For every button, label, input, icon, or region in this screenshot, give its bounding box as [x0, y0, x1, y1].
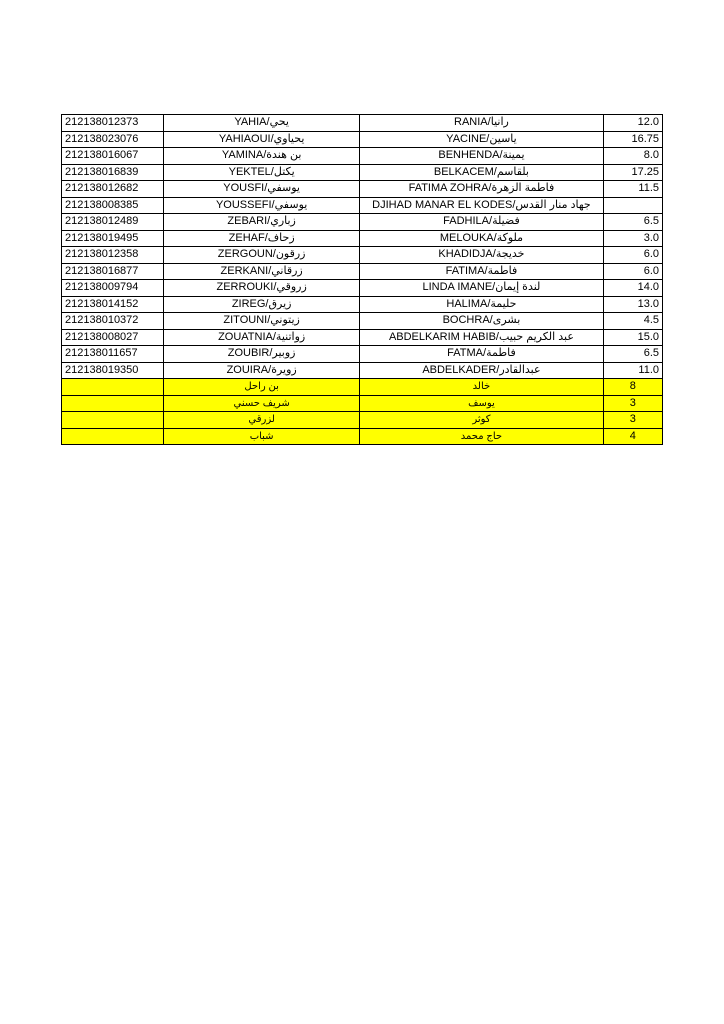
student-id-cell	[62, 428, 164, 445]
last-name-cell: شريف حسني	[163, 395, 359, 412]
first-name-cell: يوسف	[360, 395, 603, 412]
table-row	[62, 329, 663, 346]
first-name-cell: ABDELKADER/عبدالقادر	[360, 362, 603, 379]
last-name-cell: لزرقي	[163, 412, 359, 429]
table-row	[62, 164, 663, 181]
first-name-cell: FADHILA/فضيلة	[360, 214, 603, 231]
student-id-cell	[62, 395, 164, 412]
table-row	[62, 280, 663, 297]
first-name-cell: LINDA IMANE/لندة إيمان	[360, 280, 603, 297]
last-name-cell: شباب	[163, 428, 359, 445]
first-name-cell: BENHENDA/يمينة	[360, 148, 603, 165]
last-name-cell: ZIREG/زيرق	[163, 296, 359, 313]
student-id-cell: 212138019350	[62, 362, 164, 379]
table-row	[62, 214, 663, 231]
table-row	[62, 247, 663, 264]
student-id-cell	[62, 412, 164, 429]
student-id-cell: 212138012489	[62, 214, 164, 231]
table-row	[62, 230, 663, 247]
grade-cell: 6.5	[603, 346, 662, 363]
student-id-cell: 212138010372	[62, 313, 164, 330]
student-id-cell: 212138019495	[62, 230, 164, 247]
highlighted-row	[62, 428, 663, 445]
last-name-cell: بن راحل	[163, 379, 359, 396]
student-id-cell: 212138014152	[62, 296, 164, 313]
last-name-cell: YAHIA/يحي	[163, 115, 359, 132]
student-id-cell: 212138016839	[62, 164, 164, 181]
grades-table-body	[62, 115, 663, 445]
first-name-cell: HALIMA/حليمة	[360, 296, 603, 313]
table-row	[62, 346, 663, 363]
grade-cell	[603, 197, 662, 214]
student-id-cell: 212138011657	[62, 346, 164, 363]
grade-cell: 3	[603, 395, 662, 412]
first-name-cell: حاج محمد	[360, 428, 603, 445]
last-name-cell: ZERKANI/زرقاني	[163, 263, 359, 280]
student-id-cell: 212138016877	[62, 263, 164, 280]
highlighted-row	[62, 395, 663, 412]
grade-cell: 14.0	[603, 280, 662, 297]
first-name-cell: FATIMA/فاطمة	[360, 263, 603, 280]
last-name-cell: ZEHAF/زحاف	[163, 230, 359, 247]
first-name-cell: RANIA/رانيا	[360, 115, 603, 132]
last-name-cell: ZOUIRA/زويرة	[163, 362, 359, 379]
highlighted-row	[62, 379, 663, 396]
table-row	[62, 197, 663, 214]
grade-cell: 3	[603, 412, 662, 429]
grade-cell: 11.0	[603, 362, 662, 379]
first-name-cell: KHADIDJA/خديجة	[360, 247, 603, 264]
grade-cell: 16.75	[603, 131, 662, 148]
last-name-cell: ZEBARI/زباري	[163, 214, 359, 231]
first-name-cell: BELKACEM/بلقاسم	[360, 164, 603, 181]
first-name-cell: كوثر	[360, 412, 603, 429]
student-grades-table	[61, 114, 663, 445]
grade-cell: 6.0	[603, 247, 662, 264]
first-name-cell: DJIHAD MANAR EL KODES/جهاد منار القدس	[360, 197, 603, 214]
first-name-cell: MELOUKA/ملوكة	[360, 230, 603, 247]
grade-cell: 17.25	[603, 164, 662, 181]
table-row	[62, 115, 663, 132]
last-name-cell: YOUSSEFI/يوسفي	[163, 197, 359, 214]
student-id-cell: 212138016067	[62, 148, 164, 165]
last-name-cell: ZOUATNIA/زواتنية	[163, 329, 359, 346]
first-name-cell: ABDELKARIM HABIB/عبد الكريم حبيب	[360, 329, 603, 346]
first-name-cell: BOCHRA/بشرى	[360, 313, 603, 330]
highlighted-row	[62, 412, 663, 429]
student-id-cell: 212138008385	[62, 197, 164, 214]
last-name-cell: ZERROUKI/زروقي	[163, 280, 359, 297]
last-name-cell: YAHIAOUI/يحياوي	[163, 131, 359, 148]
table-row	[62, 362, 663, 379]
grade-cell: 3.0	[603, 230, 662, 247]
student-id-cell: 212138012358	[62, 247, 164, 264]
grade-cell: 4	[603, 428, 662, 445]
grade-cell: 13.0	[603, 296, 662, 313]
last-name-cell: YOUSFI/يوسفي	[163, 181, 359, 198]
student-id-cell: 212138023076	[62, 131, 164, 148]
table-row	[62, 181, 663, 198]
grade-cell: 6.0	[603, 263, 662, 280]
first-name-cell: YACINE/ياسين	[360, 131, 603, 148]
grade-cell: 8.0	[603, 148, 662, 165]
last-name-cell: ZOUBIR/زوبير	[163, 346, 359, 363]
grade-cell: 4.5	[603, 313, 662, 330]
table-row	[62, 148, 663, 165]
student-id-cell: 212138012373	[62, 115, 164, 132]
grade-cell: 11.5	[603, 181, 662, 198]
grade-cell: 6.5	[603, 214, 662, 231]
first-name-cell: FATIMA ZOHRA/فاطمة الزهرة	[360, 181, 603, 198]
student-id-cell	[62, 379, 164, 396]
student-id-cell: 212138008027	[62, 329, 164, 346]
student-id-cell: 212138012682	[62, 181, 164, 198]
table-row	[62, 131, 663, 148]
grade-cell: 15.0	[603, 329, 662, 346]
grade-cell: 8	[603, 379, 662, 396]
table-row	[62, 313, 663, 330]
last-name-cell: YAMINA/بن هندة	[163, 148, 359, 165]
table-row	[62, 296, 663, 313]
table-row	[62, 263, 663, 280]
first-name-cell: FATMA/فاطمة	[360, 346, 603, 363]
last-name-cell: ZITOUNI/زيتوني	[163, 313, 359, 330]
last-name-cell: ZERGOUN/زرقون	[163, 247, 359, 264]
grade-cell: 12.0	[603, 115, 662, 132]
first-name-cell: خالد	[360, 379, 603, 396]
student-id-cell: 212138009794	[62, 280, 164, 297]
last-name-cell: YEKTEL/يكتل	[163, 164, 359, 181]
